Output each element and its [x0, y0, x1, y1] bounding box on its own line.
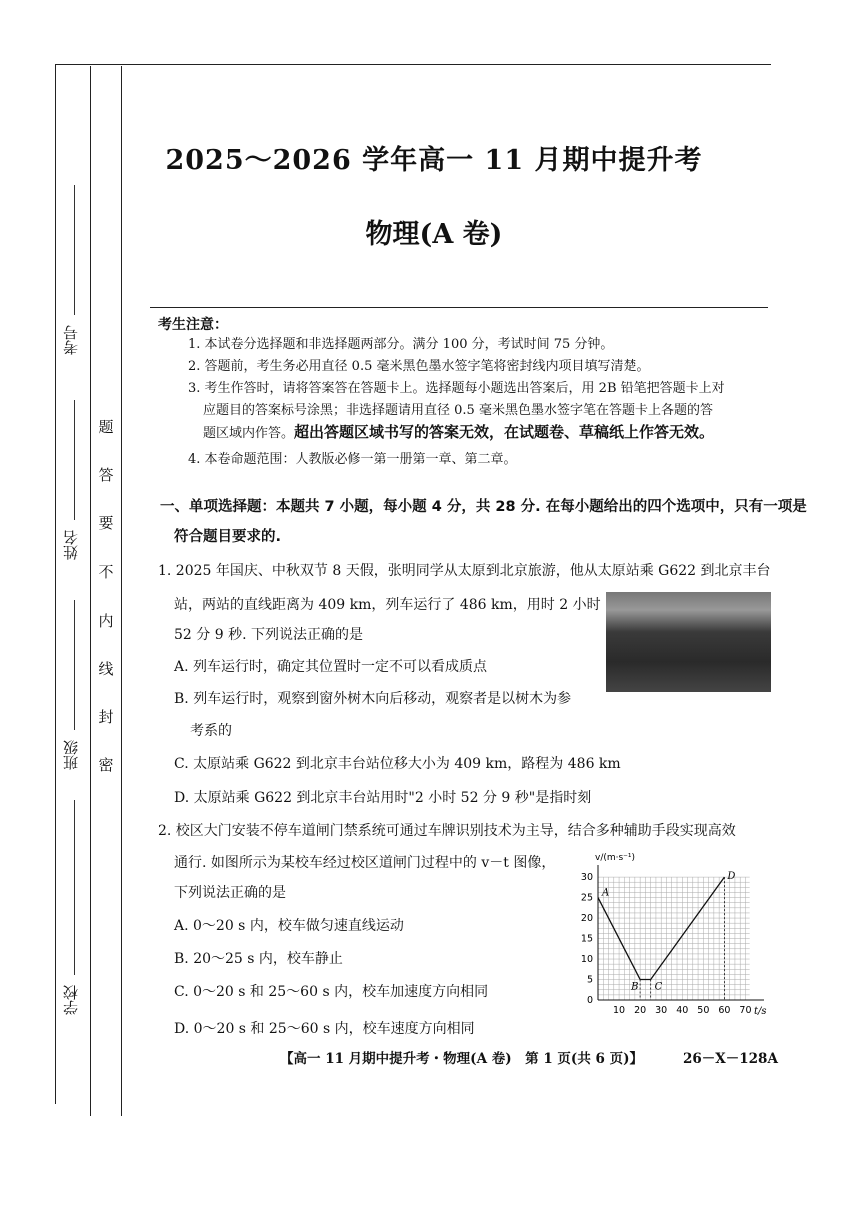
point-label-b: B	[631, 981, 639, 993]
notice-item-3-cont: 应题目的答案标号涂黑；非选择题请用直径 0.5 毫米黑色墨水签字笔在答题卡上各题的答	[203, 403, 713, 418]
exam-subtitle: 物理(A 卷)	[365, 219, 503, 250]
q2-option-b: B. 20～25 s 内，校车静止	[174, 951, 343, 967]
x-tick-label: 40	[676, 1005, 689, 1016]
notice-item-4: 4. 本卷命题范围：人教版必修一第一册第一章、第二章。	[188, 452, 517, 467]
x-axis-label: t/s	[754, 1006, 767, 1017]
label-exam-number: 考号	[62, 325, 80, 355]
seal-char-3: 要	[98, 514, 114, 532]
fill-line-name	[74, 400, 75, 520]
seal-char-6: 线	[98, 660, 114, 678]
y-tick-label: 25	[580, 892, 593, 904]
notice-item-3-tail: 题区域内作答。	[203, 426, 295, 441]
q2-option-a: A. 0～20 s 内，校车做匀速直线运动	[174, 918, 404, 934]
q1-option-d: D. 太原站乘 G622 到北京丰台站用时"2 小时 52 分 9 秒"是指时刻	[174, 790, 592, 806]
x-tick-label: 60	[718, 1005, 731, 1016]
q1-option-b: B. 列车运行时，观察到窗外树木向后移动，观察者是以树木为参	[174, 691, 572, 707]
notice-divider	[150, 307, 768, 308]
notice-heading: 考生注意：	[158, 317, 228, 333]
point-label-c: C	[654, 981, 663, 993]
x-tick-label: 20	[634, 1005, 647, 1016]
notice-item-3-emphasis: 超出答题区域书写的答案无效，在试题卷、草稿纸上作答无效。	[294, 423, 715, 441]
seal-char-7: 封	[98, 708, 114, 726]
notice-item-2: 2. 答题前，考生务必用直径 0.5 毫米黑色墨水签字笔将密封线内项目填写清楚。	[188, 359, 650, 374]
footer-code: 26－X－128A	[683, 1051, 778, 1067]
exam-title: 2025～2026 学年高一 11 月期中提升考	[165, 145, 703, 176]
section-heading-cont: 符合题目要求的.	[174, 529, 282, 545]
q2-stem-line1: 2. 校区大门安装不停车道闸门禁系统可通过车牌识别技术为主导，结合多种辅助手段实现高效	[158, 823, 736, 839]
y-tick-label: 0	[586, 995, 593, 1006]
q1-stem-line3: 52 分 9 秒. 下列说法正确的是	[174, 627, 363, 643]
fill-line-class	[74, 600, 75, 730]
y-tick-label: 10	[580, 954, 593, 966]
footer-page-info: 【高一 11 月期中提升考・物理(A 卷) 第 1 页(共 6 页)】	[280, 1051, 643, 1067]
fill-line-school	[74, 800, 75, 975]
label-school: 学校	[62, 985, 80, 1015]
x-tick-label: 10	[613, 1005, 626, 1016]
vt-graph	[570, 848, 770, 1018]
top-border-line	[55, 64, 771, 65]
x-tick-label: 50	[697, 1005, 710, 1016]
seal-char-2: 答	[98, 466, 114, 484]
y-tick-label: 20	[580, 913, 593, 925]
section-heading: 一、单项选择题：本题共 7 小题，每小题 4 分，共 28 分. 在每小题给出的四个选项中，只有一项是	[160, 499, 807, 515]
notice-item-1: 1. 本试卷分选择题和非选择题两部分。满分 100 分，考试时间 75 分钟。	[188, 337, 614, 352]
q2-stem-line3: 下列说法正确的是	[174, 885, 286, 901]
seal-char-5: 内	[98, 612, 114, 630]
y-tick-label: 30	[580, 872, 593, 884]
q2-stem-line2: 通行. 如图所示为某校车经过校区道闸门过程中的 v－t 图像，	[174, 855, 556, 871]
y-axis-label: v/(m·s⁻¹)	[595, 853, 636, 863]
x-tick-label: 70	[739, 1005, 752, 1016]
seal-char-4: 不	[98, 563, 114, 581]
q1-option-b-cont: 考系的	[190, 723, 232, 739]
seal-char-8: 密	[98, 756, 114, 774]
label-class: 班级	[62, 740, 80, 770]
q1-option-a: A. 列车运行时，确定其位置时一定不可以看成质点	[174, 659, 488, 675]
train-photo	[606, 592, 771, 692]
q1-option-c: C. 太原站乘 G622 到北京丰台站位移大小为 409 km，路程为 486 km	[174, 756, 621, 772]
point-label-a: A	[602, 887, 610, 899]
notice-item-3: 3. 考生作答时，请将答案答在答题卡上。选择题每小题选出答案后，用 2B 铅笔把答题卡上对	[188, 381, 725, 396]
point-label-d: D	[727, 871, 736, 883]
notice-item-3-end	[203, 423, 714, 443]
q1-stem-line1: 1. 2025 年国庆、中秋双节 8 天假，张明同学从太原到北京旅游，他从太原站乘 G622 到北京丰台	[158, 563, 771, 579]
label-name: 姓名	[62, 530, 80, 560]
q2-option-c: C. 0～20 s 和 25～60 s 内，校车加速度方向相同	[174, 984, 489, 1000]
q1-stem-line2: 站，两站的直线距离为 409 km，列车运行了 486 km，用时 2 小时	[174, 597, 601, 613]
y-tick-label: 5	[586, 974, 593, 986]
seal-char-1: 题	[98, 418, 114, 436]
y-tick-label: 15	[580, 933, 593, 945]
q2-option-d: D. 0～20 s 和 25～60 s 内，校车速度方向相同	[174, 1021, 475, 1037]
x-tick-label: 30	[655, 1005, 668, 1016]
